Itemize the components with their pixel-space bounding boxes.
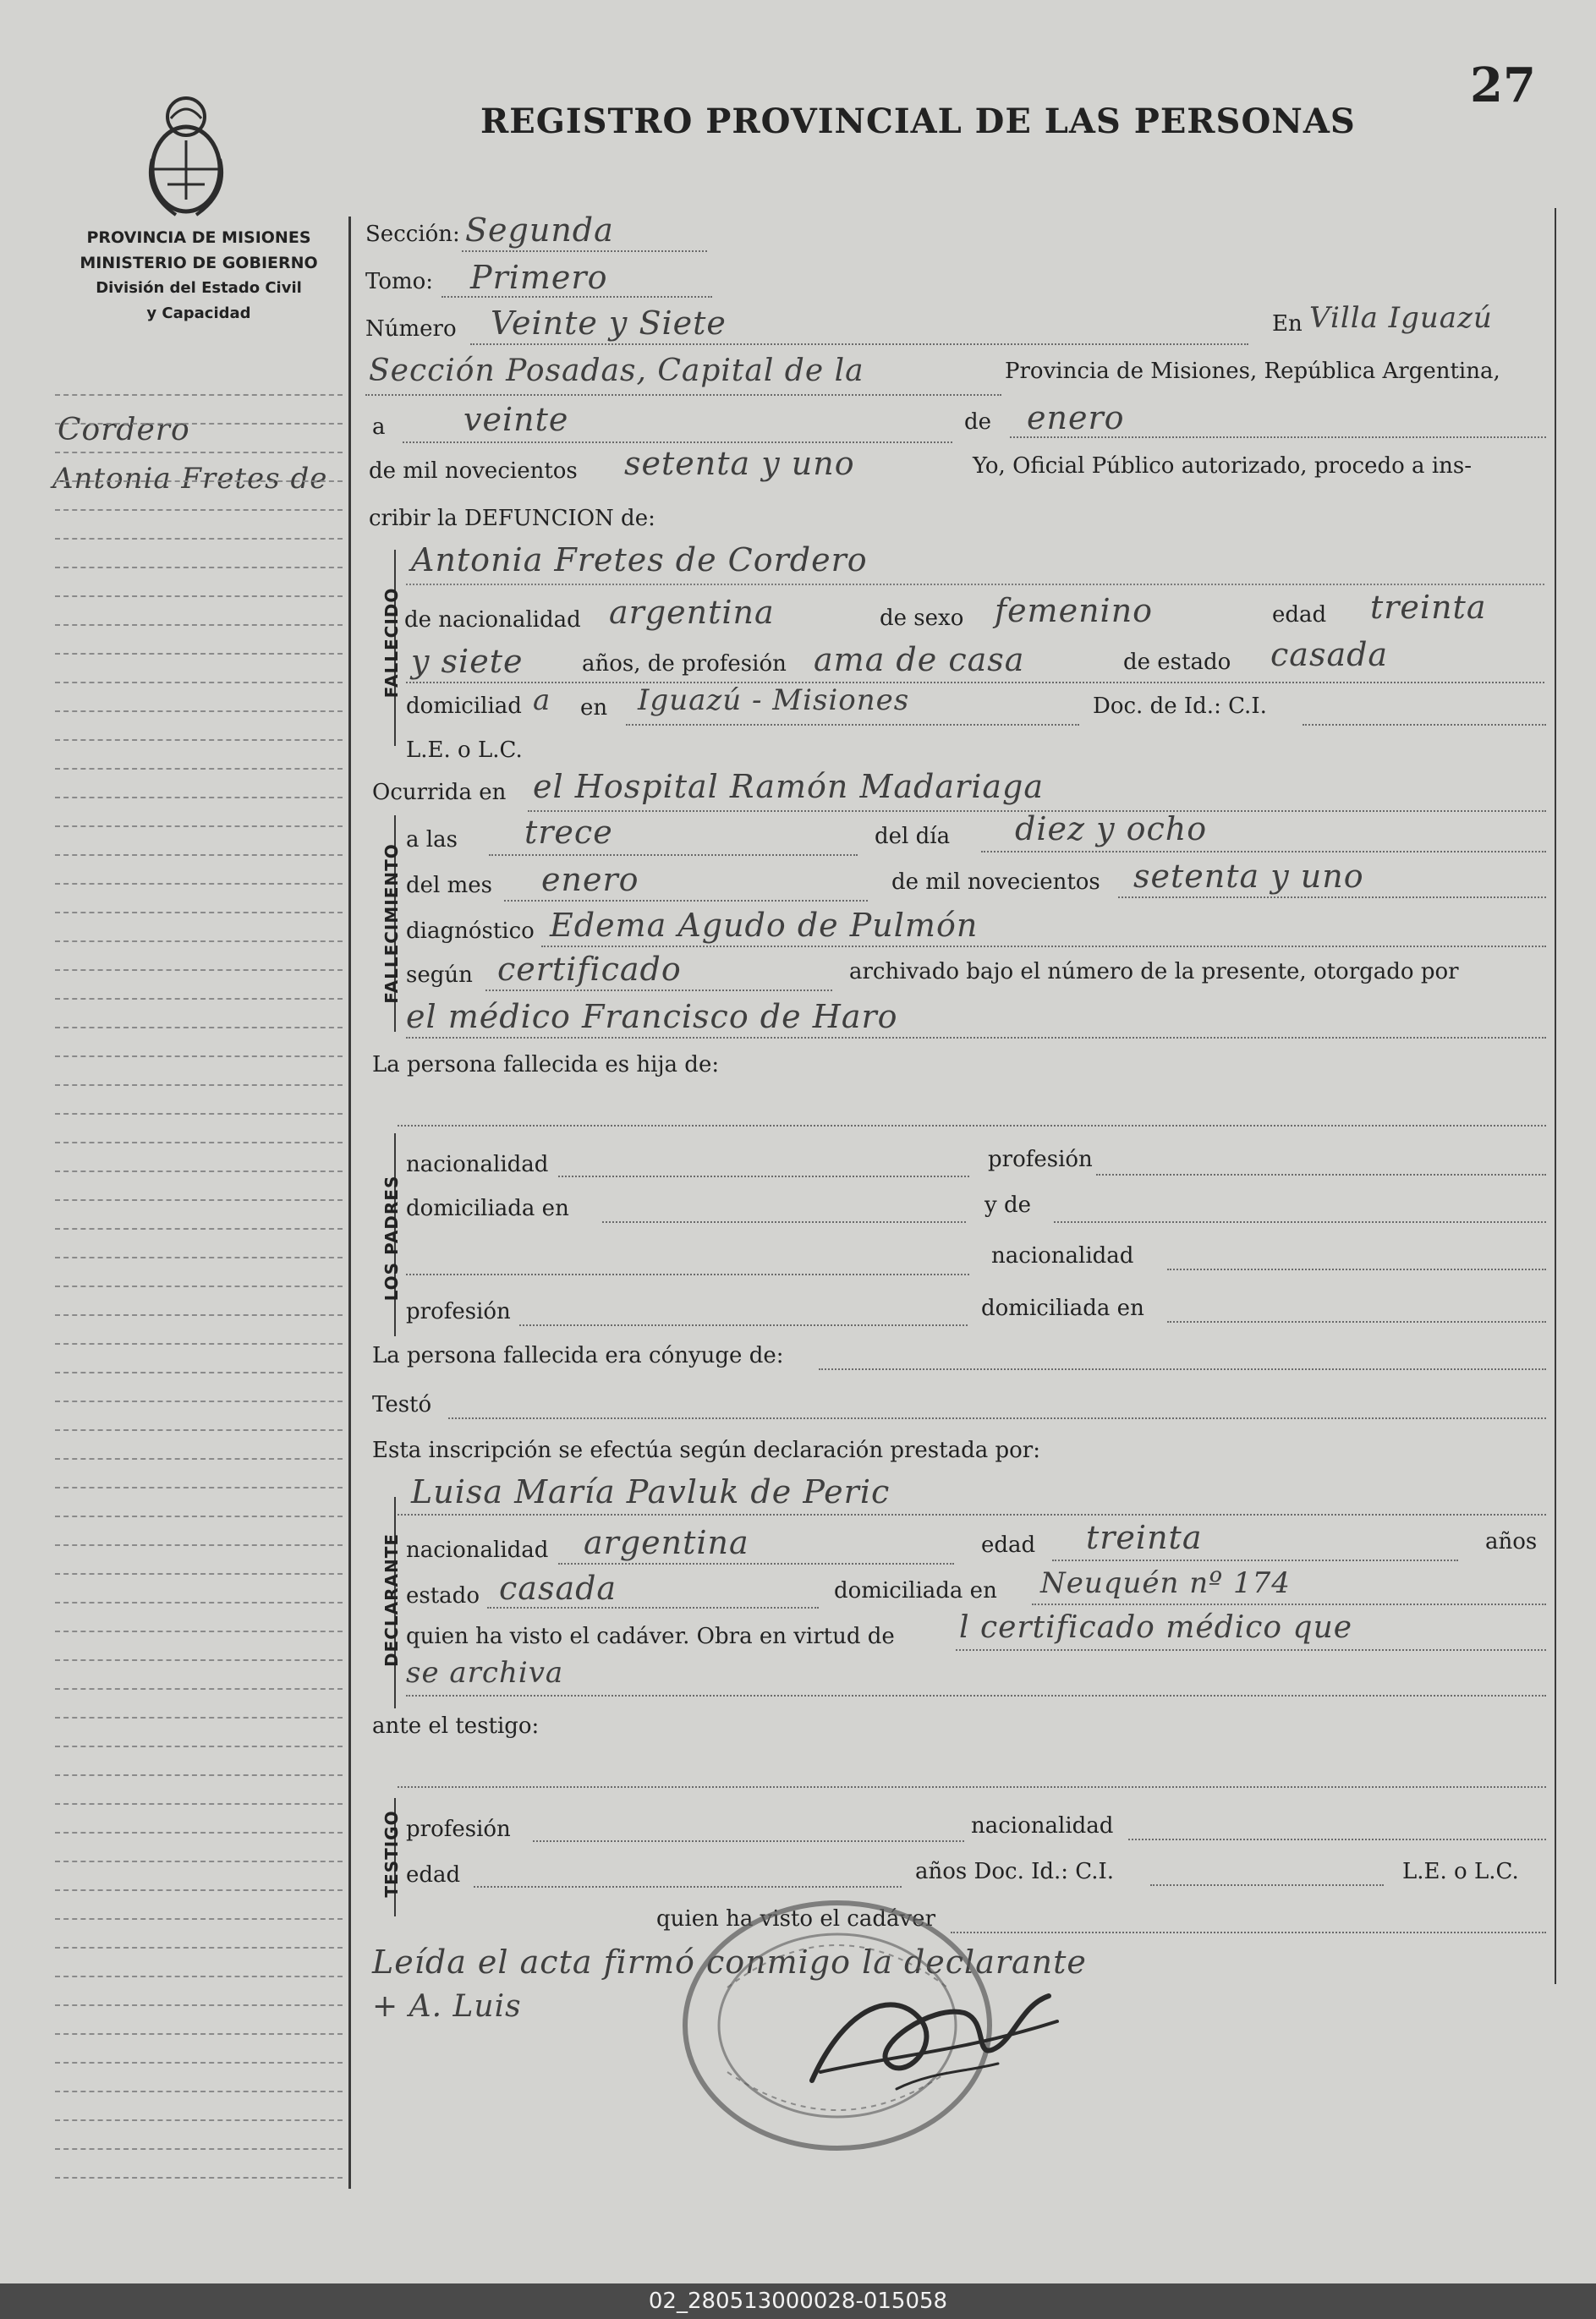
side-label-padres: LOS PADRES bbox=[381, 1175, 402, 1302]
value-sexo: femenino bbox=[995, 592, 1154, 629]
margin-rule bbox=[55, 2033, 343, 2035]
margin-rule bbox=[55, 2091, 343, 2092]
value-ocurrida: el Hospital Ramón Madariaga bbox=[533, 768, 1044, 805]
label-de: de bbox=[964, 409, 992, 435]
fill-seccion bbox=[462, 250, 707, 252]
margin-rule bbox=[55, 2004, 343, 2006]
label-provincia: Provincia de Misiones, República Argentina, bbox=[1005, 359, 1500, 384]
margin-rule bbox=[55, 595, 343, 597]
label-diagnostico: diagnóstico bbox=[406, 918, 535, 944]
fill-a bbox=[403, 441, 952, 443]
value-estado: casada bbox=[1270, 636, 1389, 673]
label-padres-domiciliada: domiciliada en bbox=[406, 1196, 569, 1221]
margin-rule bbox=[55, 1343, 343, 1345]
fill-nombre bbox=[406, 584, 1544, 585]
fill-domicilio bbox=[626, 724, 1079, 726]
fill-testigo-doc bbox=[1150, 1884, 1384, 1886]
margin-rule bbox=[55, 1286, 343, 1287]
label-domiciliad: domiciliad bbox=[406, 694, 522, 719]
right-frame-line bbox=[1555, 208, 1556, 1984]
main-frame-line bbox=[348, 217, 351, 2189]
label-ante-testigo: ante el testigo: bbox=[372, 1713, 540, 1739]
label-segun: según bbox=[406, 962, 473, 988]
margin-rule bbox=[55, 538, 343, 540]
margin-rule bbox=[55, 1458, 343, 1460]
label-a: a bbox=[372, 414, 386, 440]
margin-rule bbox=[55, 2148, 343, 2150]
margin-rule bbox=[55, 1774, 343, 1776]
label-padres-profesion: profesión bbox=[988, 1147, 1093, 1172]
fill-mes bbox=[504, 900, 868, 902]
label-en-domicilio: en bbox=[580, 695, 608, 721]
margin-rule bbox=[55, 1170, 343, 1172]
margin-rule bbox=[55, 480, 343, 482]
fill-obra-2 bbox=[406, 1695, 1546, 1697]
fill-decl-dom bbox=[1032, 1604, 1546, 1605]
label-decl-domiciliada: domiciliada en bbox=[834, 1578, 997, 1604]
label-y-de: y de bbox=[984, 1192, 1031, 1218]
value-obra-2: se archiva bbox=[406, 1656, 564, 1690]
label-de-sexo: de sexo bbox=[880, 606, 964, 631]
fill-padre-prof bbox=[1096, 1174, 1546, 1176]
value-mes: enero bbox=[541, 861, 639, 898]
margin-rule bbox=[55, 768, 343, 770]
margin-rule bbox=[55, 1084, 343, 1086]
fill-row-2 bbox=[406, 682, 1544, 683]
margin-rule bbox=[55, 1199, 343, 1201]
margin-rule bbox=[55, 1429, 343, 1431]
label-quien-ha-visto: quien ha visto el cadáver. Obra en virtud de bbox=[406, 1624, 895, 1649]
fill-testigo-nombre bbox=[398, 1786, 1546, 1788]
margin-rule bbox=[55, 423, 343, 425]
side-label-fallecimiento: FALLECIMIENTO bbox=[381, 843, 402, 1004]
value-de-mes: enero bbox=[1027, 399, 1125, 436]
value-certificado: certificado bbox=[497, 951, 682, 988]
value-seccion-lugar: Sección Posadas, Capital de la bbox=[369, 354, 864, 388]
value-edad-1: treinta bbox=[1370, 589, 1487, 626]
label-del-dia: del día bbox=[875, 824, 951, 849]
margin-rule bbox=[55, 969, 343, 971]
margin-note-surname: Cordero bbox=[58, 413, 190, 447]
fill-de-mes bbox=[1010, 436, 1546, 438]
value-declarante: Luisa María Pavluk de Peric bbox=[411, 1473, 891, 1510]
margin-rule bbox=[55, 2177, 343, 2179]
margin-rule bbox=[55, 1573, 343, 1575]
label-testo: Testó bbox=[372, 1392, 432, 1417]
label-numero: Número bbox=[365, 316, 457, 342]
value-anio-2: setenta y uno bbox=[1133, 858, 1364, 895]
margin-rule bbox=[55, 1516, 343, 1517]
label-de-mil: de mil novecientos bbox=[369, 458, 578, 484]
fill-testigo-prof bbox=[533, 1840, 964, 1842]
margin-rule bbox=[55, 1688, 343, 1690]
label-cribir: cribir la DEFUNCION de: bbox=[369, 506, 655, 531]
value-numero: Veinte y Siete bbox=[491, 304, 727, 342]
margin-rule bbox=[55, 854, 343, 856]
label-madre-profesion: profesión bbox=[406, 1299, 511, 1324]
value-medico: el médico Francisco de Haro bbox=[406, 998, 898, 1035]
label-de-mil-nov: de mil novecientos bbox=[891, 869, 1100, 895]
label-anos-profesion: años, de profesión bbox=[582, 651, 787, 677]
label-tomo: Tomo: bbox=[365, 269, 434, 294]
margin-rule bbox=[55, 1027, 343, 1028]
margin-rule bbox=[55, 1487, 343, 1488]
fill-doc bbox=[1303, 724, 1546, 726]
fill-madre-dom bbox=[1167, 1321, 1546, 1323]
label-doc-id: Doc. de Id.: C.I. bbox=[1093, 694, 1267, 719]
label-anos-doc: años Doc. Id.: C.I. bbox=[915, 1859, 1115, 1884]
label-decl-estado: estado bbox=[406, 1583, 480, 1609]
margin-rule bbox=[55, 653, 343, 655]
fill-dia bbox=[981, 851, 1546, 852]
margin-rule bbox=[55, 1832, 343, 1834]
margin-rule bbox=[55, 2119, 343, 2121]
fill-testigo-cadaver bbox=[951, 1932, 1546, 1933]
fill-madre-nac bbox=[1167, 1269, 1546, 1270]
margin-rule bbox=[55, 394, 343, 396]
fill-padre-extra bbox=[406, 1274, 969, 1275]
margin-rule bbox=[55, 1401, 343, 1402]
margin-rule bbox=[55, 1228, 343, 1230]
label-yo-oficial: Yo, Oficial Público autorizado, procedo a ins- bbox=[973, 453, 1473, 479]
margin-rule bbox=[55, 1947, 343, 1949]
label-decl-nacionalidad: nacionalidad bbox=[406, 1538, 549, 1563]
org-line-3: División del Estado Civil bbox=[96, 279, 302, 297]
margin-rule bbox=[55, 452, 343, 453]
fill-decl-nac bbox=[558, 1563, 954, 1565]
margin-note-name: Antonia Fretes de bbox=[52, 462, 328, 496]
fill-hora bbox=[489, 854, 858, 856]
margin-rule bbox=[55, 739, 343, 741]
margin-rule bbox=[55, 1803, 343, 1805]
fill-diagnostico bbox=[541, 946, 1546, 947]
label-de-estado: de estado bbox=[1123, 650, 1231, 675]
value-seccion: Segunda bbox=[465, 211, 614, 249]
label-del-mes: del mes bbox=[406, 873, 492, 898]
value-nacionalidad: argentina bbox=[609, 594, 775, 631]
fill-madre-nombre bbox=[1054, 1221, 1546, 1223]
value-obra-1: l certificado médico que bbox=[959, 1610, 1353, 1645]
fill-certificado bbox=[485, 990, 832, 991]
org-line-4: y Capacidad bbox=[146, 304, 251, 322]
fill-madre-prof bbox=[519, 1324, 968, 1326]
margin-rule bbox=[55, 1372, 343, 1373]
value-en: Villa Iguazú bbox=[1309, 301, 1493, 335]
page-title: REGISTRO PROVINCIAL DE LAS PERSONAS bbox=[480, 101, 1356, 141]
margin-rule bbox=[55, 1717, 343, 1719]
image-code: 02_280513000028-015058 bbox=[648, 2289, 948, 2314]
label-hija-de: La persona fallecida es hija de: bbox=[372, 1052, 720, 1077]
margin-rule bbox=[55, 797, 343, 798]
value-hora: trece bbox=[524, 814, 613, 851]
fill-declarante bbox=[398, 1514, 1546, 1516]
margin-rule bbox=[55, 509, 343, 511]
margin-rule bbox=[55, 883, 343, 885]
margin-rule bbox=[55, 998, 343, 1000]
label-madre-nacionalidad: nacionalidad bbox=[991, 1243, 1134, 1269]
margin-rule bbox=[55, 1861, 343, 1862]
fill-medico bbox=[406, 1037, 1546, 1039]
value-domiciliada-sufijo: a bbox=[533, 683, 551, 717]
fill-numero bbox=[470, 343, 1248, 345]
fill-padre-nac bbox=[558, 1176, 969, 1177]
margin-rule bbox=[55, 1314, 343, 1316]
label-decl-edad: edad bbox=[981, 1532, 1036, 1558]
label-testigo-edad: edad bbox=[406, 1862, 461, 1888]
label-a-las: a las bbox=[406, 827, 458, 852]
label-testigo-nacionalidad: nacionalidad bbox=[971, 1813, 1114, 1839]
value-decl-domicilio: Neuquén nº 174 bbox=[1040, 1566, 1291, 1600]
fill-decl-estado bbox=[487, 1607, 819, 1609]
side-label-fallecido: FALLECIDO bbox=[381, 587, 402, 699]
margin-rule bbox=[55, 2062, 343, 2064]
fill-lugar bbox=[365, 394, 1001, 396]
label-seccion: Sección: bbox=[365, 222, 460, 247]
label-padres-nacionalidad: nacionalidad bbox=[406, 1152, 549, 1177]
org-line-2: MINISTERIO DE GOBIERNO bbox=[80, 254, 318, 272]
value-edad-2: y siete bbox=[411, 643, 524, 680]
value-decl-edad: treinta bbox=[1086, 1519, 1203, 1556]
fill-testigo-nac bbox=[1128, 1839, 1546, 1840]
margin-rule bbox=[55, 1659, 343, 1661]
fill-decl-edad bbox=[1052, 1560, 1458, 1561]
label-ocurrida-en: Ocurrida en bbox=[372, 780, 507, 805]
fill-padre-dom bbox=[602, 1221, 966, 1223]
margin-rule bbox=[55, 1142, 343, 1143]
fill-padre-nombre bbox=[398, 1125, 1546, 1127]
page-number: 27 bbox=[1470, 58, 1536, 113]
value-dia: diez y ocho bbox=[1015, 810, 1208, 847]
label-en: En bbox=[1272, 311, 1303, 337]
fill-anio-2 bbox=[1118, 896, 1546, 898]
label-quien-visto-cadaver: quien ha visto el cadáver bbox=[656, 1906, 936, 1932]
margin-rule bbox=[55, 912, 343, 913]
fill-tomo bbox=[442, 296, 712, 298]
value-a: veinte bbox=[463, 401, 569, 438]
fill-testo bbox=[448, 1417, 1546, 1419]
label-decl-anos: años bbox=[1485, 1529, 1538, 1554]
margin-rule bbox=[55, 682, 343, 683]
label-esta-inscripcion: Esta inscripción se efectúa según declaración prestada por: bbox=[372, 1438, 1040, 1463]
value-fallecido-nombre: Antonia Fretes de Cordero bbox=[411, 541, 868, 578]
margin-rule bbox=[55, 825, 343, 827]
label-testigo-le-lc: L.E. o L.C. bbox=[1402, 1859, 1519, 1884]
margin-rule bbox=[55, 567, 343, 568]
label-madre-domiciliada: domiciliada en bbox=[981, 1296, 1144, 1321]
side-label-declarante: DECLARANTE bbox=[381, 1532, 402, 1668]
label-de-nacionalidad: de nacionalidad bbox=[404, 607, 581, 633]
margin-rule bbox=[55, 1631, 343, 1632]
margin-rule bbox=[55, 1918, 343, 1920]
value-profesion: ama de casa bbox=[814, 641, 1025, 678]
fill-obra-1 bbox=[956, 1649, 1546, 1651]
margin-rule bbox=[55, 1055, 343, 1057]
value-decl-nacionalidad: argentina bbox=[584, 1524, 749, 1561]
side-label-testigo: TESTIGO bbox=[381, 1810, 402, 1898]
value-tomo: Primero bbox=[470, 259, 608, 296]
margin-rule bbox=[55, 624, 343, 626]
officer-signature-icon bbox=[795, 1971, 1074, 2106]
margin-rule bbox=[55, 1746, 343, 1747]
value-domicilio: Iguazú - Misiones bbox=[638, 683, 910, 717]
value-anio: setenta y uno bbox=[624, 445, 855, 482]
margin-rule bbox=[55, 1976, 343, 1977]
value-firma-declarante: + A. Luis bbox=[372, 1989, 522, 2024]
fill-conyuge bbox=[819, 1368, 1546, 1370]
margin-rule bbox=[55, 1602, 343, 1604]
value-decl-estado: casada bbox=[499, 1570, 617, 1607]
label-edad: edad bbox=[1272, 602, 1327, 628]
margin-rule bbox=[55, 710, 343, 712]
label-conyuge: La persona fallecida era cónyuge de: bbox=[372, 1343, 784, 1368]
label-archivado: archivado bajo el número de la presente, otorgado por bbox=[849, 959, 1459, 984]
issuing-authority bbox=[51, 225, 347, 326]
label-testigo-profesion: profesión bbox=[406, 1817, 511, 1842]
margin-rule bbox=[55, 1889, 343, 1891]
margin-rule bbox=[55, 1257, 343, 1258]
coat-of-arms-icon bbox=[142, 91, 230, 218]
margin-rule bbox=[55, 940, 343, 942]
label-le-lc: L.E. o L.C. bbox=[406, 737, 523, 763]
org-line-1: PROVINCIA DE MISIONES bbox=[86, 228, 311, 247]
margin-rule bbox=[55, 1544, 343, 1546]
image-id-bar bbox=[0, 2283, 1596, 2319]
value-leido: Leída el acta firmó conmigo la declarante bbox=[372, 1943, 1087, 1981]
value-diagnostico: Edema Agudo de Pulmón bbox=[550, 907, 979, 944]
margin-rule bbox=[55, 1113, 343, 1115]
